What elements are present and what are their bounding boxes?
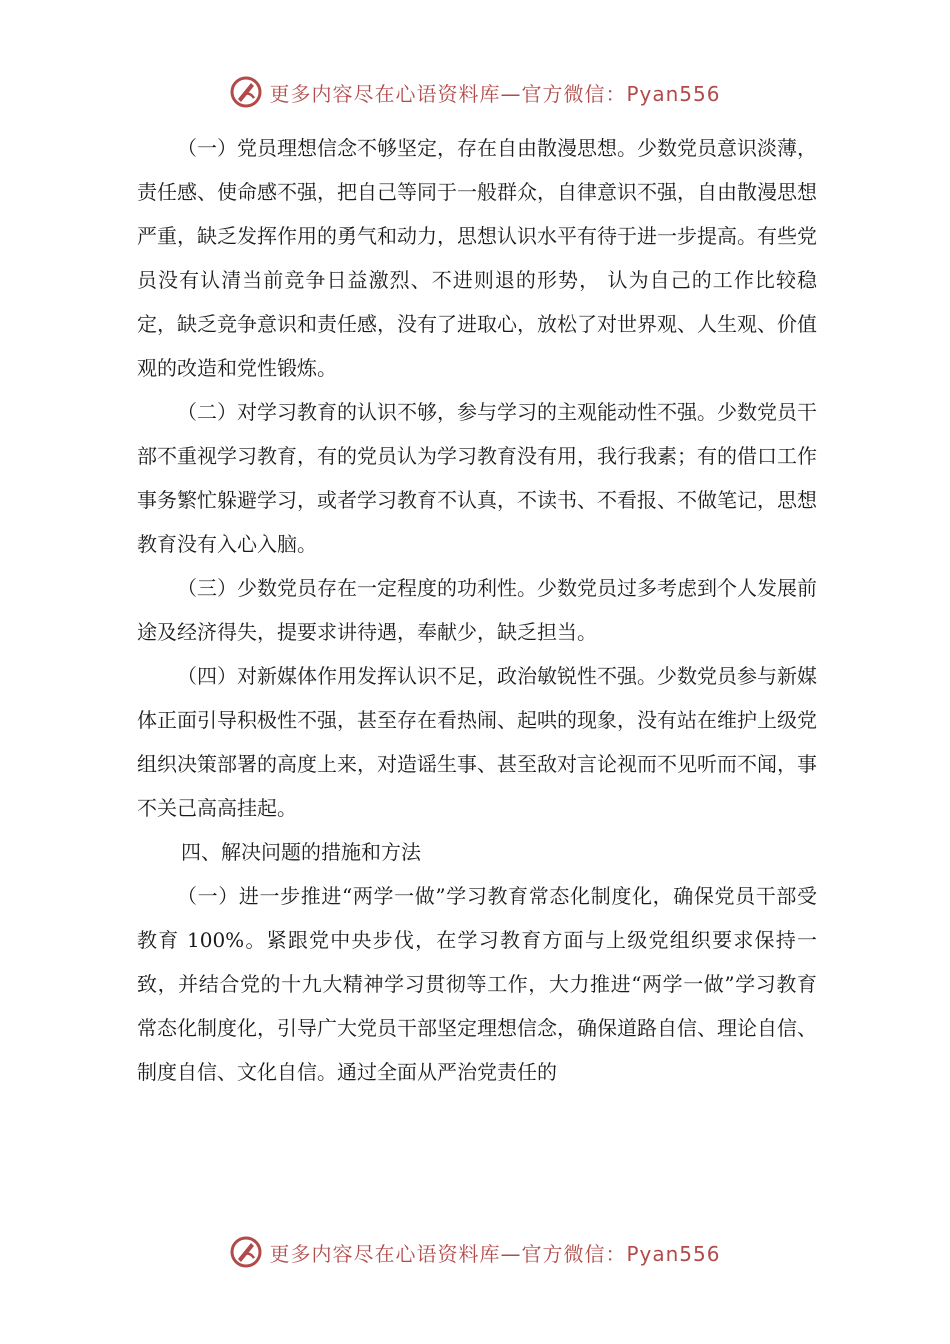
- watermark-banner-top: [0, 72, 950, 112]
- red-seal-logo-icon: [229, 75, 263, 109]
- paragraph-3: （三）少数党员存在一定程度的功利性。少数党员过多考虑到个人发展前途及经济得失，提要求讲待遇，奉献少，缺乏担当。: [137, 576, 817, 644]
- watermark-text-bottom: 更多内容尽在心语资料库—官方微信：Pyan556: [269, 1241, 721, 1266]
- paragraph-5: （一）进一步推进“两学一做”学习教育常态化制度化，确保党员干部受教育 100%。紧跟党中央步伐，在学习教育方面与上级党组织要求保持一致，并结合党的十九大精神学习贯彻等工作，大力推进“两学一做”学习教育常态化制度化，引导广大党员干部坚定理想信念，确保道路自信、理论自信、制度自信、文化自信。通过全面从严治党责任的: [137, 884, 817, 1084]
- paragraph-2: （二）对学习教育的认识不够，参与学习的主观能动性不强。少数党员干部不重视学习教育，有的党员认为学习教育没有用，我行我素；有的借口工作事务繁忙躲避学习，或者学习教育不认真，不读书、不看报、不做笔记，思想教育没有入心入脑。: [137, 400, 817, 556]
- document-body: [137, 126, 817, 1094]
- paragraph-4: （四）对新媒体作用发挥认识不足，政治敏锐性不强。少数党员参与新媒体正面引导积极性不强，甚至存在看热闹、起哄的现象，没有站在维护上级党组织决策部署的高度上来，对造谣生事、甚至敌对言论视而不见听而不闻，事不关己高高挂起。: [137, 664, 817, 820]
- section-heading: 四、解决问题的措施和方法: [181, 840, 421, 864]
- red-seal-logo-icon: [229, 1235, 263, 1269]
- paragraph-1: （一）党员理想信念不够坚定，存在自由散漫思想。少数党员意识淡薄，责任感、使命感不强，把自己等同于一般群众，自律意识不强，自由散漫思想严重，缺乏发挥作用的勇气和动力，思想认识水平有待于进一步提高。有些党员没有认清当前竞争日益激烈、不进则退的形势， 认为自己的工作比较稳定，缺乏竞争意识和责任感，没有了进取心，放松了对世界观、人生观、价值观的改造和党性锻炼。: [137, 136, 817, 380]
- watermark-text-top: 更多内容尽在心语资料库—官方微信：Pyan556: [269, 81, 721, 106]
- watermark-banner-bottom: [0, 1232, 950, 1272]
